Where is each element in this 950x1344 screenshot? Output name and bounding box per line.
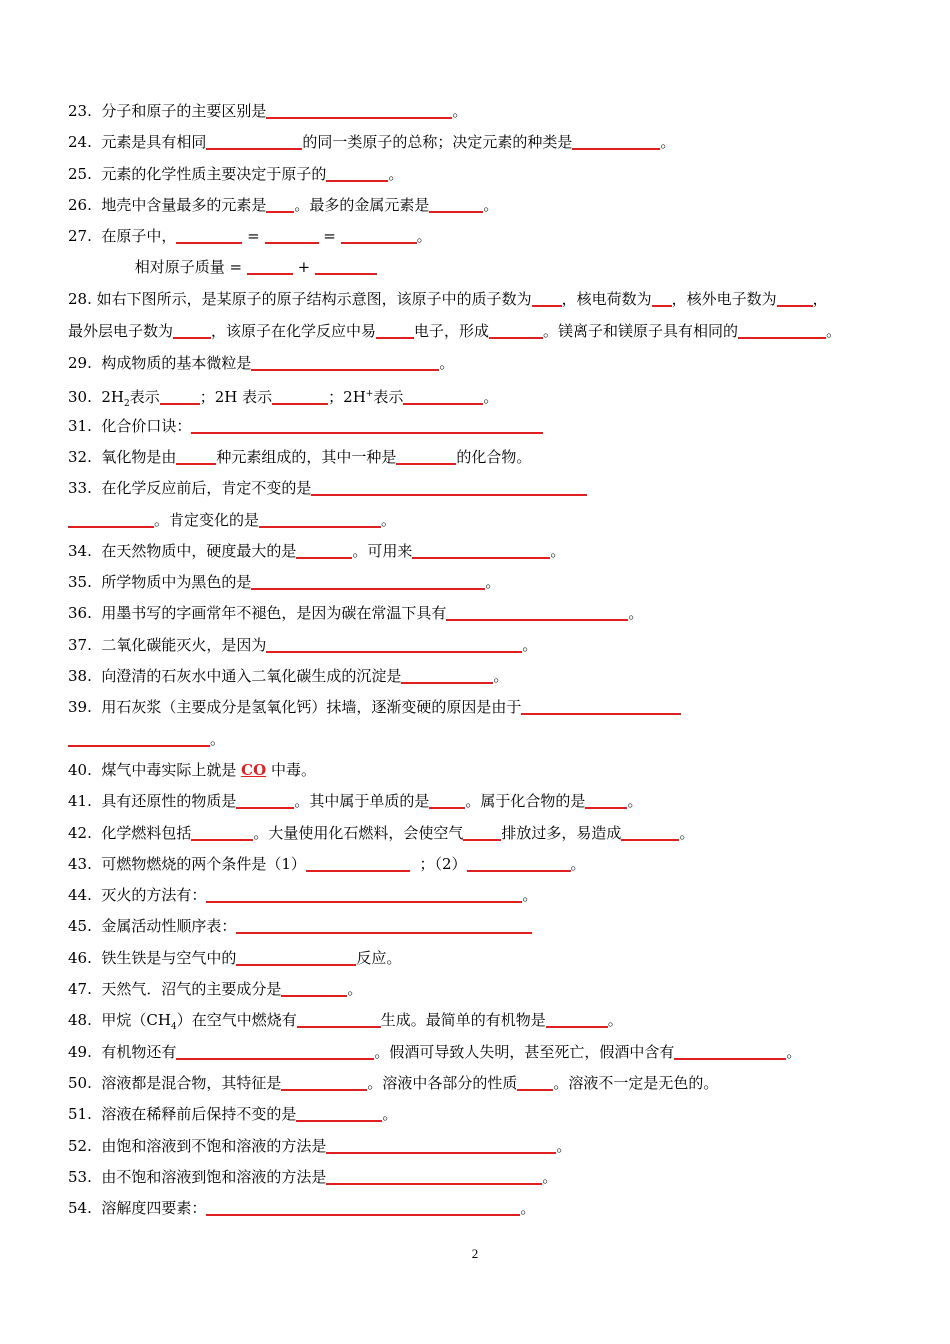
question-text: 33. 在化学反应前后，肯定不变的是 bbox=[68, 479, 312, 498]
answer-blank[interactable] bbox=[206, 134, 302, 150]
question-text: 。 bbox=[483, 195, 499, 214]
answer-blank[interactable] bbox=[341, 228, 417, 244]
answer-blank[interactable] bbox=[206, 887, 522, 903]
question-text: 。 bbox=[679, 823, 695, 842]
answer-blank[interactable] bbox=[281, 1075, 367, 1091]
answer-blank[interactable] bbox=[266, 637, 522, 653]
answer-blank[interactable] bbox=[429, 793, 465, 809]
question-line bbox=[68, 536, 888, 567]
answer-blank[interactable] bbox=[738, 323, 826, 339]
answer-blank[interactable] bbox=[546, 1012, 608, 1028]
question-text: 30. 2H bbox=[68, 388, 125, 407]
question-text: 23. 分子和原子的主要区别是 bbox=[68, 102, 267, 120]
question-line bbox=[68, 159, 888, 190]
answer-blank[interactable] bbox=[191, 825, 253, 841]
question-text: = bbox=[242, 227, 265, 246]
answer-blank[interactable] bbox=[326, 1138, 556, 1154]
answer-blank[interactable] bbox=[236, 950, 356, 966]
question-line bbox=[68, 661, 888, 692]
answer-blank[interactable] bbox=[429, 197, 483, 213]
answer-blank[interactable] bbox=[251, 355, 439, 371]
question-text: 的化合物。 bbox=[456, 447, 532, 466]
answer-blank[interactable] bbox=[467, 856, 571, 872]
question-line bbox=[68, 442, 888, 473]
question-line bbox=[68, 411, 888, 442]
answer-blank[interactable] bbox=[376, 323, 414, 339]
question-text: 41. 具有还原性的物质是 bbox=[68, 792, 237, 811]
question-line bbox=[68, 567, 888, 598]
answer-blank[interactable] bbox=[176, 228, 242, 244]
question-text: 最外层电子数为 bbox=[68, 322, 174, 341]
question-text: 37. 二氧化碳能灭火，是因为 bbox=[68, 635, 267, 654]
answer-blank[interactable] bbox=[326, 166, 388, 182]
answer-blank[interactable] bbox=[401, 668, 493, 684]
question-line bbox=[68, 221, 888, 252]
answer-blank[interactable] bbox=[652, 291, 672, 307]
question-text: ；（2） bbox=[409, 854, 467, 873]
question-text: 46. 铁生铁是与空气中的 bbox=[68, 948, 237, 967]
question-line bbox=[68, 1068, 888, 1099]
question-text: 。 bbox=[628, 604, 644, 623]
question-text: 。溶液中各部分的性质 bbox=[367, 1073, 518, 1092]
question-text: 42. 化学燃料包括 bbox=[68, 823, 192, 842]
question-text: 38. 向澄清的石灰水中通入二氧化碳生成的沉淀是 bbox=[68, 667, 402, 686]
answer-blank[interactable] bbox=[236, 793, 294, 809]
question-text: 反应。 bbox=[356, 948, 402, 967]
question-text: ；2H bbox=[328, 388, 366, 407]
question-text: 。溶液不一定是无色的。 bbox=[553, 1073, 719, 1092]
answer-blank[interactable] bbox=[585, 793, 627, 809]
question-text: 26. 地壳中含量最多的元素是 bbox=[68, 195, 267, 214]
question-text: 。 bbox=[416, 227, 432, 246]
question-text: 45. 金属活动性顺序表： bbox=[68, 917, 237, 936]
answer-blank[interactable] bbox=[176, 449, 216, 465]
answer-blank[interactable] bbox=[517, 1075, 553, 1091]
question-text: 电子，形成 bbox=[414, 322, 490, 341]
question-line bbox=[68, 1099, 888, 1130]
answer-blank[interactable] bbox=[68, 731, 210, 747]
question-text: 。 bbox=[439, 354, 455, 373]
answer-blank[interactable] bbox=[777, 291, 813, 307]
subscript: 2 bbox=[124, 399, 130, 410]
question-line bbox=[68, 818, 888, 849]
question-text: 53. 由不饱和溶液到饱和溶液的方法是 bbox=[68, 1167, 327, 1186]
question-text: 中毒。 bbox=[266, 760, 316, 779]
question-text: = bbox=[318, 227, 341, 246]
question-line bbox=[68, 1037, 888, 1068]
answer-blank[interactable] bbox=[315, 259, 377, 275]
question-text: 。其中属于单质的是 bbox=[294, 792, 430, 811]
answer-blank[interactable] bbox=[521, 699, 681, 715]
question-text: 。假酒可导致人失明，甚至死亡，假酒中含有 bbox=[374, 1042, 675, 1061]
question-line bbox=[68, 724, 888, 755]
question-line bbox=[68, 630, 888, 661]
question-text: 24. 元素是具有相同 bbox=[68, 133, 207, 152]
answer-blank[interactable] bbox=[489, 323, 543, 339]
question-text: 种元素组成的，其中一种是 bbox=[216, 447, 397, 466]
question-text: 的同一类原子的总称；决定元素的种类是 bbox=[302, 133, 573, 152]
question-text: 。最多的金属元素是 bbox=[294, 195, 430, 214]
question-line bbox=[68, 911, 888, 942]
page-number: 2 bbox=[471, 1246, 479, 1261]
question-line bbox=[68, 598, 888, 629]
question-text: 排放过多，易造成 bbox=[501, 823, 622, 842]
answer-blank[interactable] bbox=[160, 389, 200, 405]
question-text: 。 bbox=[347, 980, 363, 999]
subscript: 4 bbox=[170, 1022, 177, 1033]
answer-blank[interactable] bbox=[272, 389, 328, 405]
question-text: 。 bbox=[388, 164, 404, 183]
filled-answer: CO bbox=[241, 760, 267, 779]
answer-blank[interactable] bbox=[412, 543, 550, 559]
question-text: 28. 如右下图所示，是某原子的原子结构示意图，该原子中的质子数为 bbox=[68, 289, 532, 308]
answer-blank[interactable] bbox=[265, 228, 319, 244]
answer-blank[interactable] bbox=[396, 449, 456, 465]
question-text: 43. 可燃物燃烧的两个条件是（1） bbox=[68, 854, 306, 873]
question-line bbox=[68, 284, 888, 315]
question-text: ，该原子在化学反应中易 bbox=[211, 322, 377, 341]
question-line bbox=[68, 127, 888, 158]
question-line bbox=[68, 1193, 888, 1224]
question-text: ， bbox=[812, 289, 828, 308]
question-text: 相对原子质量 = bbox=[68, 258, 247, 277]
answer-blank[interactable] bbox=[191, 418, 543, 434]
question-text: 。 bbox=[627, 792, 643, 811]
answer-blank[interactable] bbox=[266, 197, 294, 213]
answer-blank[interactable] bbox=[296, 1106, 382, 1122]
question-text: 。 bbox=[570, 854, 586, 873]
answer-blank[interactable] bbox=[463, 825, 501, 841]
question-line bbox=[68, 315, 888, 348]
question-text: 31. 化合价口诀： bbox=[68, 416, 192, 435]
question-text: 。 bbox=[452, 102, 468, 120]
question-text: ，核外电子数为 bbox=[671, 289, 777, 308]
question-line bbox=[68, 943, 888, 974]
answer-blank[interactable] bbox=[251, 574, 485, 590]
question-line bbox=[68, 880, 888, 911]
answer-blank[interactable] bbox=[311, 480, 587, 496]
question-text: 。 bbox=[826, 322, 842, 341]
answer-blank[interactable] bbox=[572, 134, 660, 150]
question-text: 。 bbox=[522, 635, 538, 654]
question-text: ）在空气中燃烧有 bbox=[176, 1011, 297, 1030]
question-line bbox=[68, 849, 888, 880]
question-text: 52. 由饱和溶液到不饱和溶液的方法是 bbox=[68, 1136, 327, 1155]
question-text: 。 bbox=[550, 541, 566, 560]
superscript: + bbox=[365, 389, 374, 400]
answer-blank[interactable] bbox=[173, 323, 211, 339]
question-text: 32. 氧化物是由 bbox=[68, 447, 177, 466]
question-line bbox=[68, 379, 888, 410]
question-text: 。 bbox=[483, 388, 499, 407]
question-text: 。 bbox=[522, 886, 538, 905]
question-text: 54. 溶解度四要素： bbox=[68, 1199, 207, 1218]
answer-blank[interactable] bbox=[297, 1012, 381, 1028]
answer-blank[interactable] bbox=[621, 825, 679, 841]
question-line bbox=[68, 505, 888, 536]
question-text: 。 bbox=[382, 1105, 398, 1124]
question-text: 39. 用石灰浆（主要成分是氢氧化钙）抹墙，逐渐变硬的原因是由于 bbox=[68, 698, 522, 717]
question-text: 48. 甲烷（CH bbox=[68, 1011, 171, 1030]
question-line bbox=[68, 473, 888, 504]
question-text: 。 bbox=[607, 1011, 623, 1030]
question-text: 。 bbox=[520, 1199, 536, 1218]
question-text: 表示 bbox=[373, 388, 404, 407]
question-text: 47. 天然气．沼气的主要成分是 bbox=[68, 980, 282, 999]
question-text: 34. 在天然物质中，硬度最大的是 bbox=[68, 541, 297, 560]
question-line bbox=[68, 1131, 888, 1162]
answer-blank[interactable] bbox=[236, 918, 532, 934]
question-text: 。 bbox=[556, 1136, 572, 1155]
answer-blank[interactable] bbox=[296, 543, 352, 559]
answer-blank[interactable] bbox=[247, 259, 293, 275]
question-text: 。 bbox=[786, 1042, 802, 1061]
question-text: 50. 溶液都是混合物，其特征是 bbox=[68, 1073, 282, 1092]
answer-blank[interactable] bbox=[532, 291, 562, 307]
question-text: 29. 构成物质的基本微粒是 bbox=[68, 354, 252, 373]
question-line bbox=[68, 190, 888, 221]
question-text: 。 bbox=[493, 667, 509, 686]
question-line bbox=[68, 974, 888, 1005]
question-text: 表示 bbox=[129, 388, 160, 407]
question-line bbox=[68, 1005, 888, 1036]
question-text: 。 bbox=[660, 133, 676, 152]
question-line bbox=[68, 786, 888, 817]
answer-blank[interactable] bbox=[266, 103, 452, 119]
question-text: 。肯定变化的是 bbox=[154, 510, 260, 529]
answer-blank[interactable] bbox=[403, 389, 483, 405]
question-text: 35. 所学物质中为黑色的是 bbox=[68, 573, 252, 592]
answer-blank[interactable] bbox=[68, 512, 154, 528]
question-text: ；2H 表示 bbox=[199, 388, 273, 407]
question-text: 27. 在原子中， bbox=[68, 227, 177, 246]
question-text: 。可用来 bbox=[352, 541, 413, 560]
question-text: 44. 灭火的方法有： bbox=[68, 886, 207, 905]
question-line bbox=[68, 755, 888, 786]
question-text: 。属于化合物的是 bbox=[465, 792, 586, 811]
question-line bbox=[68, 252, 888, 283]
question-text: 36. 用墨书写的字画常年不褪色，是因为碳在常温下具有 bbox=[68, 604, 447, 623]
answer-blank[interactable] bbox=[306, 856, 410, 872]
question-text: 40. 煤气中毒实际上就是 bbox=[68, 760, 242, 779]
question-text: ，核电荷数为 bbox=[561, 289, 652, 308]
question-text: + bbox=[292, 258, 315, 277]
answer-blank[interactable] bbox=[446, 605, 628, 621]
question-line bbox=[68, 1162, 888, 1193]
question-text: 。 bbox=[381, 510, 397, 529]
question-line bbox=[68, 692, 888, 723]
answer-blank[interactable] bbox=[674, 1044, 786, 1060]
question-line bbox=[68, 348, 888, 379]
answer-blank[interactable] bbox=[176, 1044, 374, 1060]
question-text: 生成。最简单的有机物是 bbox=[380, 1011, 546, 1030]
worksheet-body bbox=[68, 96, 888, 1224]
question-text: 。大量使用化石燃料，会使空气 bbox=[253, 823, 464, 842]
answer-blank[interactable] bbox=[326, 1169, 542, 1185]
question-text: 51. 溶液在稀释前后保持不变的是 bbox=[68, 1105, 297, 1124]
answer-blank[interactable] bbox=[259, 512, 381, 528]
question-text: 49. 有机物还有 bbox=[68, 1042, 177, 1061]
answer-blank[interactable] bbox=[206, 1200, 520, 1216]
question-text: 。 bbox=[485, 573, 501, 592]
question-text: 。镁离子和镁原子具有相同的 bbox=[543, 322, 739, 341]
question-text: 25. 元素的化学性质主要决定于原子的 bbox=[68, 164, 327, 183]
question-text: 。 bbox=[542, 1167, 558, 1186]
question-line bbox=[68, 96, 888, 127]
question-text: 。 bbox=[210, 729, 226, 748]
answer-blank[interactable] bbox=[281, 981, 347, 997]
